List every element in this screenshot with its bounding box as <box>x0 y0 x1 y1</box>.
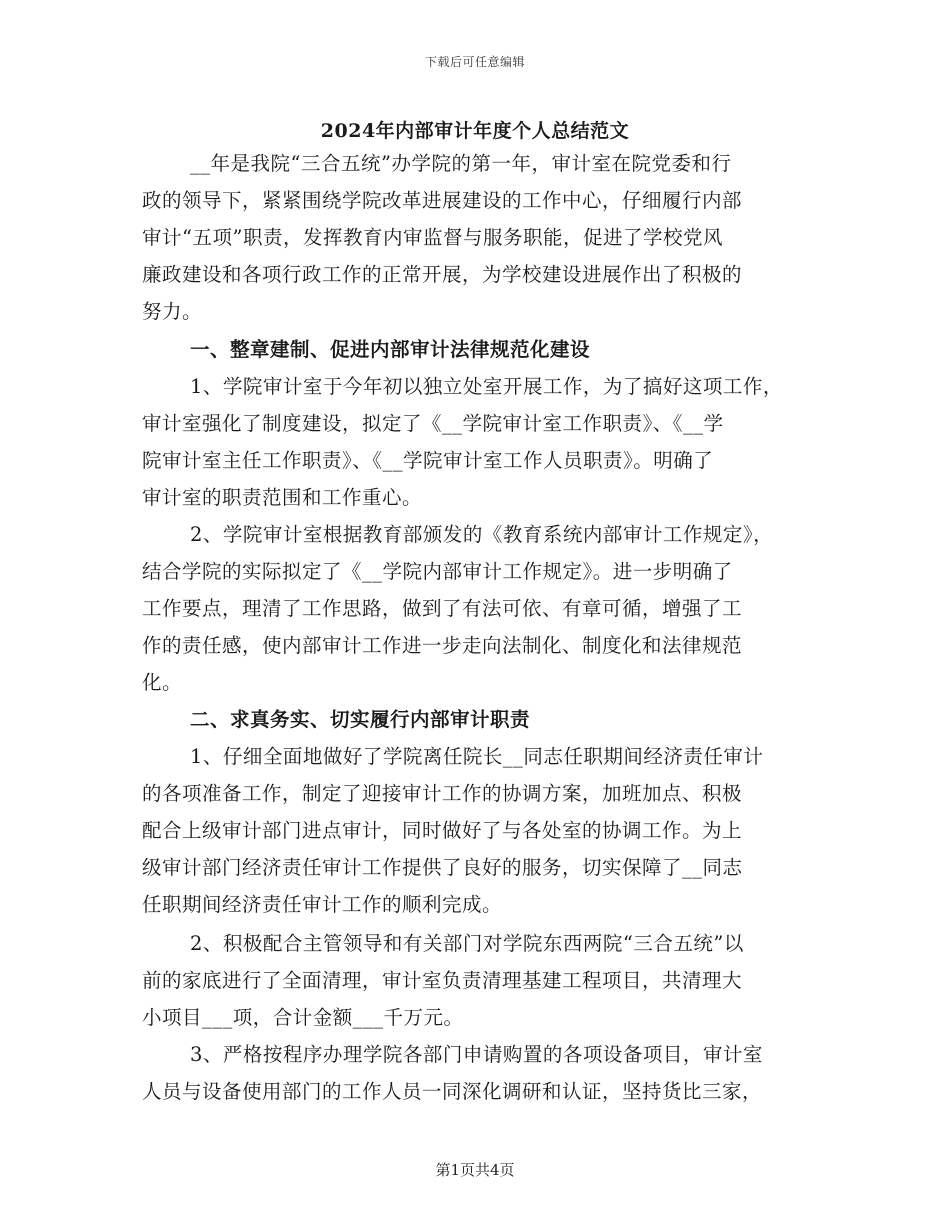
paragraph-line: 小项目___项，合计金额___千万元。 <box>142 1006 464 1029</box>
page-footer: 第1页共4页 <box>435 1161 515 1179</box>
section-heading: 一、整章建制、促进内部审计法律规范化建设 <box>190 338 591 361</box>
paragraph-line: 的各项准备工作，制定了迎接审计工作的协调方案，加班加点、积极 <box>142 782 743 805</box>
paragraph-line: 2、积极配合主管领导和有关部门对学院东西两院“三合五统”以 <box>190 932 744 955</box>
paragraph-line: 级审计部门经济责任审计工作提供了良好的服务，切实保障了__同志 <box>142 856 743 879</box>
paragraph-line: 配合上级审计部门进点审计，同时做好了与各处室的协调工作。为上 <box>142 819 743 842</box>
paragraph-line: 前的家底进行了全面清理，审计室负责清理基建工程项目，共清理大 <box>142 969 743 992</box>
paragraph-line: 2、学院审计室根据教育部颁发的《教育系统内部审计工作规定》， <box>190 523 774 546</box>
paragraph-line: 工作要点，理清了工作思路，做到了有法可依、有章可循，增强了工 <box>142 597 743 620</box>
paragraph-line: 人员与设备使用部门的工作人员一同深化调研和认证，坚持货比三家， <box>142 1080 763 1103</box>
paragraph-line: 院审计室主任工作职责》、《__学院审计室工作人员职责》。明确了 <box>142 449 714 472</box>
paragraph-line: 作的责任感，使内部审计工作进一步走向法制化、制度化和法律规范 <box>142 634 743 657</box>
paragraph-line: 努力。 <box>142 300 203 323</box>
paragraph-line: 1、仔细全面地做好了学院离任院长__同志任职期间经济责任审计 <box>190 745 764 768</box>
paragraph-line: 化。 <box>142 671 183 694</box>
paragraph-line: 结合学院的实际拟定了《__学院内部审计工作规定》。进一步明确了 <box>142 560 733 583</box>
paragraph-line: 1、学院审计室于今年初以独立处室开展工作，为了搞好这项工作， <box>190 375 783 398</box>
paragraph-line: 任职期间经济责任审计工作的顺利完成。 <box>142 893 503 916</box>
section-heading: 二、求真务实、切实履行内部审计职责 <box>190 708 531 731</box>
paragraph-line: 审计室强化了制度建设，拟定了《__学院审计室工作职责》、《__学 <box>142 412 724 435</box>
paragraph-line: 审计“五项”职责，发挥教育内审监督与服务职能，促进了学校党风 <box>142 226 723 249</box>
paragraph-line: 3、严格按程序办理学院各部门申请购置的各项设备项目，审计室 <box>190 1043 763 1066</box>
paragraph-line: __年是我院“三合五统”办学院的第一年，审计室在院党委和行 <box>190 152 732 175</box>
paragraph-line: 廉政建设和各项行政工作的正常开展，为学校建设进展作出了积极的 <box>142 263 743 286</box>
paragraph-line: 政的领导下，紧紧围绕学院改革进展建设的工作中心，仔细履行内部 <box>142 189 743 212</box>
document-title: 2024年内部审计年度个人总结范文 <box>320 120 630 142</box>
page-header: 下载后可任意编辑 <box>424 55 525 69</box>
paragraph-line: 审计室的职责范围和工作重心。 <box>142 486 423 509</box>
